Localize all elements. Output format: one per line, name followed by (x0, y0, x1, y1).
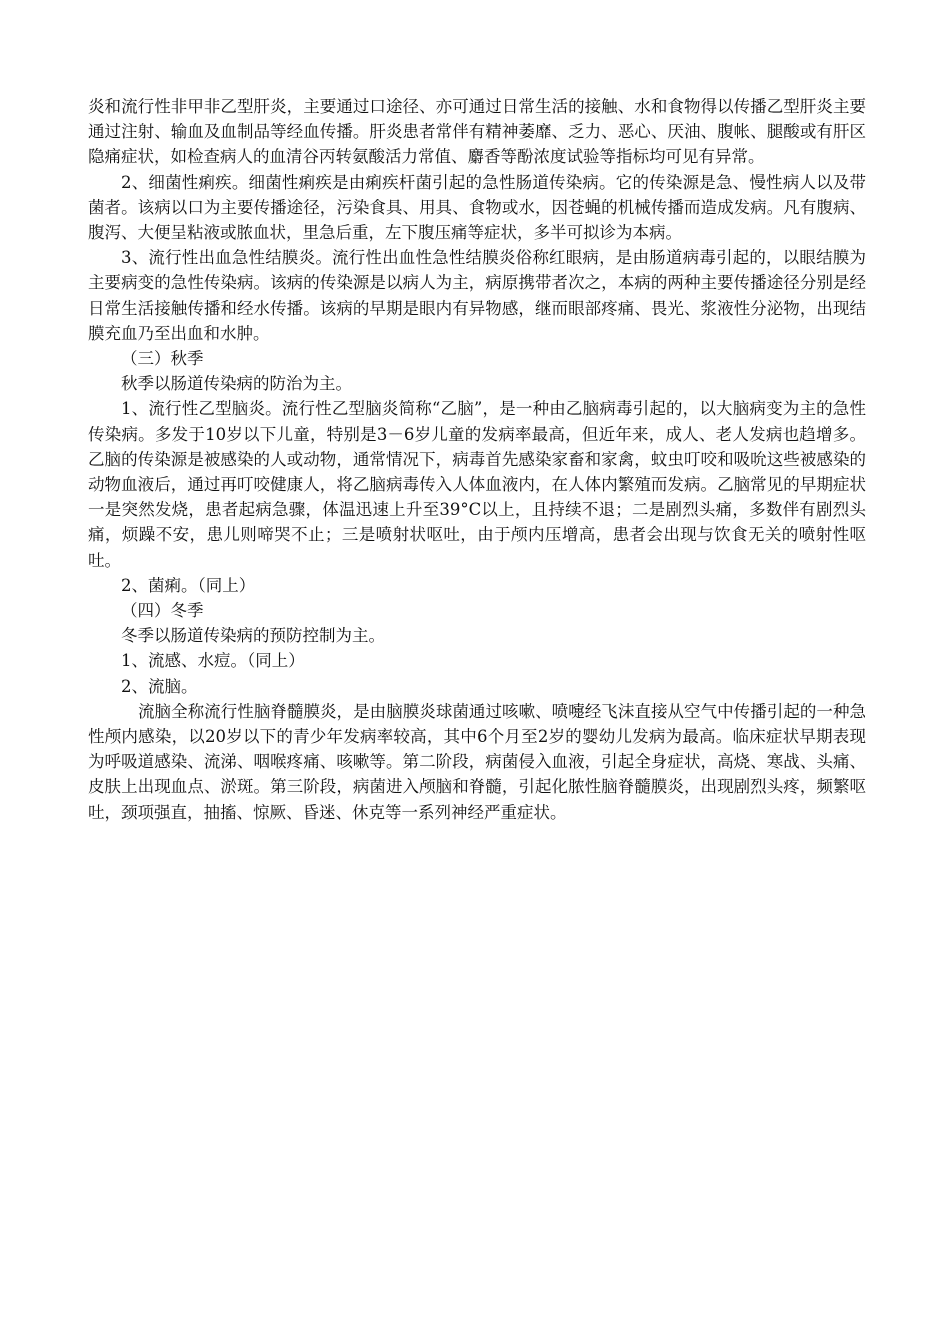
paragraph-bacillary-dysentery: 2、细菌性痢疾。细菌性痢疾是由痢疾杆菌引起的急性肠道传染病。它的传染源是急、慢性病人以及带菌者。该病以口为主要传播途径，污染食具、用具、食物或水，因苍蝇的机械传播而造成发病。凡有腹病、腹泻、大便呈粘液或脓血状，里急后重，左下腹压痛等症状，多半可拟诊为本病。 (88, 172, 866, 243)
paragraph-dysentery-same: 2、菌痢。（同上） (121, 575, 256, 595)
paragraph-hemorrhagic-conjunctivitis: 3、流行性出血急性结膜炎。流行性出血性急性结膜炎俗称红眼病，是由肠道病毒引起的，以眼结膜为主要病变的急性传染病。该病的传染源是以病人为主，病原携带者次之，本病的两种主要传播途径分别是经日常生活接触传播和经水传播。该病的早期是眼内有异物感，继而眼部疼痛、畏光、浆液性分泌物，出现结膜充血乃至出血和水肿。 (88, 248, 866, 343)
paragraph-hepatitis-continued: 炎和流行性非甲非乙型肝炎，主要通过口途径、亦可通过日常生活的接触、水和食物得以传播乙型肝炎主要通过注射、输血及血制品等经血传播。肝炎患者常伴有精神萎靡、乏力、恶心、厌油、腹帐、腿酸或有肝区隐痛症状，如检查病人的血清谷丙转氨酸活力常值、麝香等酚浓度试验等指标均可见有异常。 (88, 97, 866, 167)
section-heading-winter: （四）冬季 (121, 601, 204, 621)
paragraph-flu-chickenpox: 1、流感、水痘。（同上） (121, 651, 305, 671)
section-heading-autumn: （三）秋季 (121, 349, 204, 369)
paragraph-meningitis-description: 流脑全称流行性脑脊髓膜炎，是由脑膜炎球菌通过咳嗽、喷嚏经飞沫直接从空气中传播引起的一种急性颅内感染，以20岁以下的青少年发病率较高，其中6个月至2岁的婴幼儿发病为最高。临床症状早期表现为呼吸道感染、流涕、咽喉疼痛、咳嗽等。第二阶段，病菌侵入血液，引起全身症状，高烧、寒战、头痛、皮肤上出现血点、淤斑。第三阶段，病菌进入颅脑和脊髓，引起化脓性脑脊髓膜炎，出现剧烈头疼，频繁呕吐，颈项强直，抽搐、惊厥、昏迷、休克等一系列神经严重症状。 (88, 701, 866, 822)
paragraph-meningitis-heading: 2、流脑。 (121, 676, 198, 696)
document-body (88, 94, 866, 825)
paragraph-winter-intro: 冬季以肠道传染病的预防控制为主。 (121, 626, 385, 646)
paragraph-autumn-intro: 秋季以肠道传染病的防治为主。 (121, 374, 352, 394)
paragraph-japanese-encephalitis: 1、流行性乙型脑炎。流行性乙型脑炎简称“乙脑”，是一种由乙脑病毒引起的，以大脑病变为主的急性传染病。多发于10岁以下儿童，特别是3－6岁儿童的发病率最高，但近年来，成人、老人发病也趋增多。乙脑的传染源是被感染的人或动物，通常情况下，病毒首先感染家畜和家禽，蚊虫叮咬和吸吮这些被感染的动物血液后，通过再叮咬健康人，将乙脑病毒传入人体血液内，在人体内繁殖而发病。乙脑常见的早期症状一是突然发烧，患者起病急骤，体温迅速上升至39°C以上，且持续不退；二是剧烈头痛，多数伴有剧烈头痛，烦躁不安，患儿则啼哭不止；三是喷射状呕吐，由于颅内压增高，患者会出现与饮食无关的喷射性呕吐。 (88, 399, 866, 570)
